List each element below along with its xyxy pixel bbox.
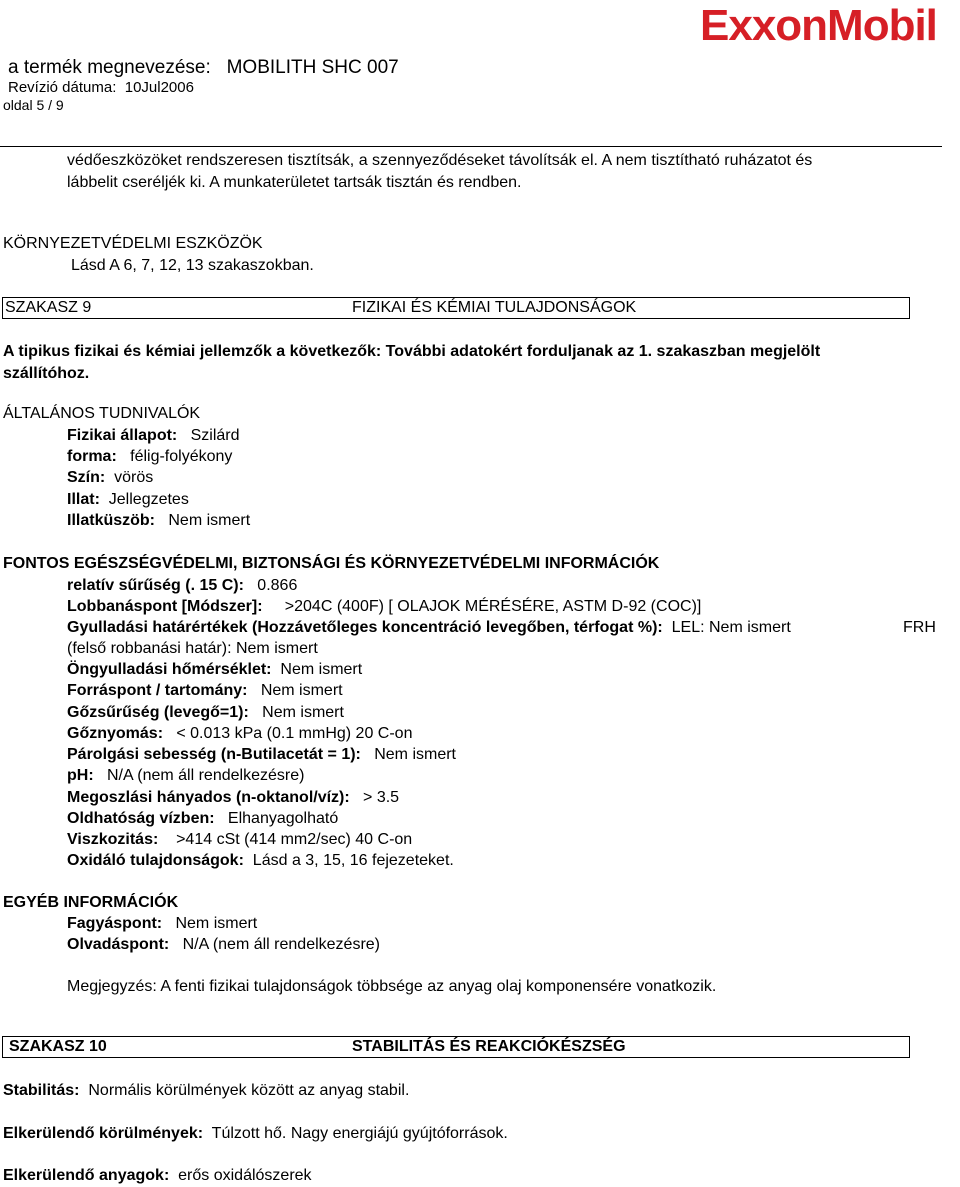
- conditions-row: [3, 1125, 508, 1143]
- property-value: félig-folyékony: [130, 448, 233, 465]
- property-row: [67, 661, 362, 679]
- property-row: [67, 619, 791, 637]
- property-row: [67, 682, 343, 700]
- property-row: [67, 936, 380, 954]
- property-label: Stabilitás:: [3, 1082, 80, 1099]
- env-text: Lásd A 6, 7, 12, 13 szakaszokban.: [71, 257, 314, 274]
- property-row: [67, 789, 399, 807]
- section-9-header: [2, 297, 910, 319]
- property-value: Nem ismert: [374, 746, 456, 763]
- property-value: Jellegzetes: [108, 491, 189, 508]
- section-10-title: STABILITÁS ÉS REAKCIÓKÉSZSÉG: [352, 1038, 626, 1055]
- property-label: Gőzsűrűség (levegő=1):: [67, 704, 249, 721]
- property-value-right: FRH: [903, 619, 936, 636]
- property-value: < 0.013 kPa (0.1 mmHg) 20 C-on: [176, 725, 413, 742]
- revision-label: Revízió dátuma:: [8, 79, 117, 96]
- property-row: [67, 852, 454, 870]
- property-value: Nem ismert: [260, 682, 343, 699]
- property-label: Elkerülendő körülmények:: [3, 1125, 204, 1142]
- property-value: Normális körülmények között az anyag stabil.: [88, 1082, 410, 1099]
- property-label: pH:: [67, 767, 94, 784]
- property-row: [67, 831, 412, 849]
- header-divider: [0, 146, 942, 147]
- materials-row: [3, 1167, 312, 1185]
- property-row: [67, 725, 412, 743]
- section-9-title: FIZIKAI ÉS KÉMIAI TULAJDONSÁGOK: [352, 299, 637, 316]
- property-row: [67, 491, 189, 509]
- property-row: [67, 469, 153, 487]
- property-value: Elhanyagolható: [227, 810, 339, 827]
- property-row: [67, 512, 250, 530]
- property-label: Illatküszöb:: [67, 512, 156, 529]
- page-number: oldal 5 / 9: [3, 97, 64, 113]
- property-value: Nem ismert: [262, 704, 344, 721]
- property-label: forma:: [67, 448, 117, 465]
- other-heading: EGYÉB INFORMÁCIÓK: [3, 894, 179, 911]
- property-row: [67, 704, 344, 722]
- property-value: Lásd a 3, 15, 16 fejezeteket.: [252, 852, 454, 869]
- product-label: a termék megnevezése:: [8, 57, 211, 78]
- property-row: [67, 427, 240, 445]
- property-label: Szín:: [67, 469, 106, 486]
- property-row: [67, 746, 456, 764]
- property-label: Megoszlási hányados (n-oktanol/víz):: [67, 789, 350, 806]
- property-value: erős oxidálószerek: [178, 1167, 312, 1184]
- property-value: >204C (400F) [ OLAJOK MÉRÉSÉRE, ASTM D-92 (COC)]: [284, 598, 702, 615]
- product-line: [8, 57, 399, 79]
- stability-row: [3, 1082, 409, 1100]
- revision-date: 10Jul2006: [124, 79, 194, 96]
- exxonmobil-logo: ExxonMobil: [700, 1, 937, 50]
- section-9-intro-2: szállítóhoz.: [3, 365, 90, 382]
- property-label: Gőznyomás:: [67, 725, 164, 742]
- product-name: MOBILITH SHC 007: [226, 57, 399, 78]
- general-heading: ÁLTALÁNOS TUDNIVALÓK: [3, 405, 201, 422]
- property-value: (felső robbanási határ): Nem ismert: [67, 640, 318, 657]
- property-value: 0.866: [257, 577, 298, 594]
- property-row: [67, 577, 297, 595]
- property-label: Elkerülendő anyagok:: [3, 1167, 170, 1184]
- property-label: Gyulladási határértékek (Hozzávetőleges koncentráció levegőben, térfogat %):: [67, 619, 663, 636]
- section-9-intro-1: A tipikus fizikai és kémiai jellemzők a következők: További adatokért forduljanak az 1. szakaszban megjelölt: [3, 343, 821, 360]
- property-row: [67, 598, 701, 616]
- property-value: N/A (nem áll rendelkezésre): [107, 767, 305, 784]
- section-10-label: SZAKASZ 10: [9, 1038, 107, 1055]
- property-value: >414 cSt (414 mm2/sec) 40 C-on: [176, 831, 413, 848]
- property-row: [67, 915, 257, 933]
- property-label: Oxidáló tulajdonságok:: [67, 852, 244, 869]
- note: Megjegyzés: A fenti fizikai tulajdonságok többsége az anyag olaj komponensére vonatkozik.: [67, 978, 717, 995]
- property-value: LEL: Nem ismert: [671, 619, 791, 636]
- intro-line-2: lábbelit cseréljék ki. A munkaterületet tartsák tisztán és rendben.: [67, 174, 522, 191]
- property-label: Olvadáspont:: [67, 936, 170, 953]
- property-label: relatív sűrűség (. 15 C):: [67, 577, 244, 594]
- section-9-label: SZAKASZ 9: [5, 299, 92, 316]
- property-label: Párolgási sebesség (n-Butilacetát = 1):: [67, 746, 361, 763]
- section-10-header: [2, 1036, 910, 1058]
- property-value: Nem ismert: [175, 915, 258, 932]
- property-label: Oldhatóság vízben:: [67, 810, 215, 827]
- property-row: [67, 448, 232, 466]
- property-value: Szilárd: [190, 427, 240, 444]
- property-value: Nem ismert: [168, 512, 251, 529]
- property-label: Lobbanáspont [Módszer]:: [67, 598, 263, 615]
- property-row: [67, 810, 338, 828]
- property-label: Fagyáspont:: [67, 915, 163, 932]
- property-label: Illat:: [67, 491, 100, 508]
- property-value: > 3.5: [363, 789, 400, 806]
- property-value: N/A (nem áll rendelkezésre): [182, 936, 380, 953]
- intro-line-1: védőeszközöket rendszeresen tisztítsák, a szennyeződéseket távolítsák el. A nem tisztítható ruházatot és: [67, 152, 813, 169]
- property-value: Nem ismert: [280, 661, 363, 678]
- property-label: Viszkozitás:: [67, 831, 159, 848]
- property-value: vörös: [114, 469, 154, 486]
- important-heading: FONTOS EGÉSZSÉGVÉDELMI, BIZTONSÁGI ÉS KÖRNYEZETVÉDELMI INFORMÁCIÓK: [3, 555, 660, 572]
- property-label: Öngyulladási hőmérséklet:: [67, 661, 272, 678]
- property-label: Fizikai állapot:: [67, 427, 178, 444]
- property-value: Túlzott hő. Nagy energiájú gyújtóforrások.: [211, 1125, 508, 1142]
- property-label: Forráspont / tartomány:: [67, 682, 248, 699]
- property-row: [67, 767, 304, 785]
- env-heading: KÖRNYEZETVÉDELMI ESZKÖZÖK: [3, 235, 263, 252]
- revision-line: [8, 79, 194, 96]
